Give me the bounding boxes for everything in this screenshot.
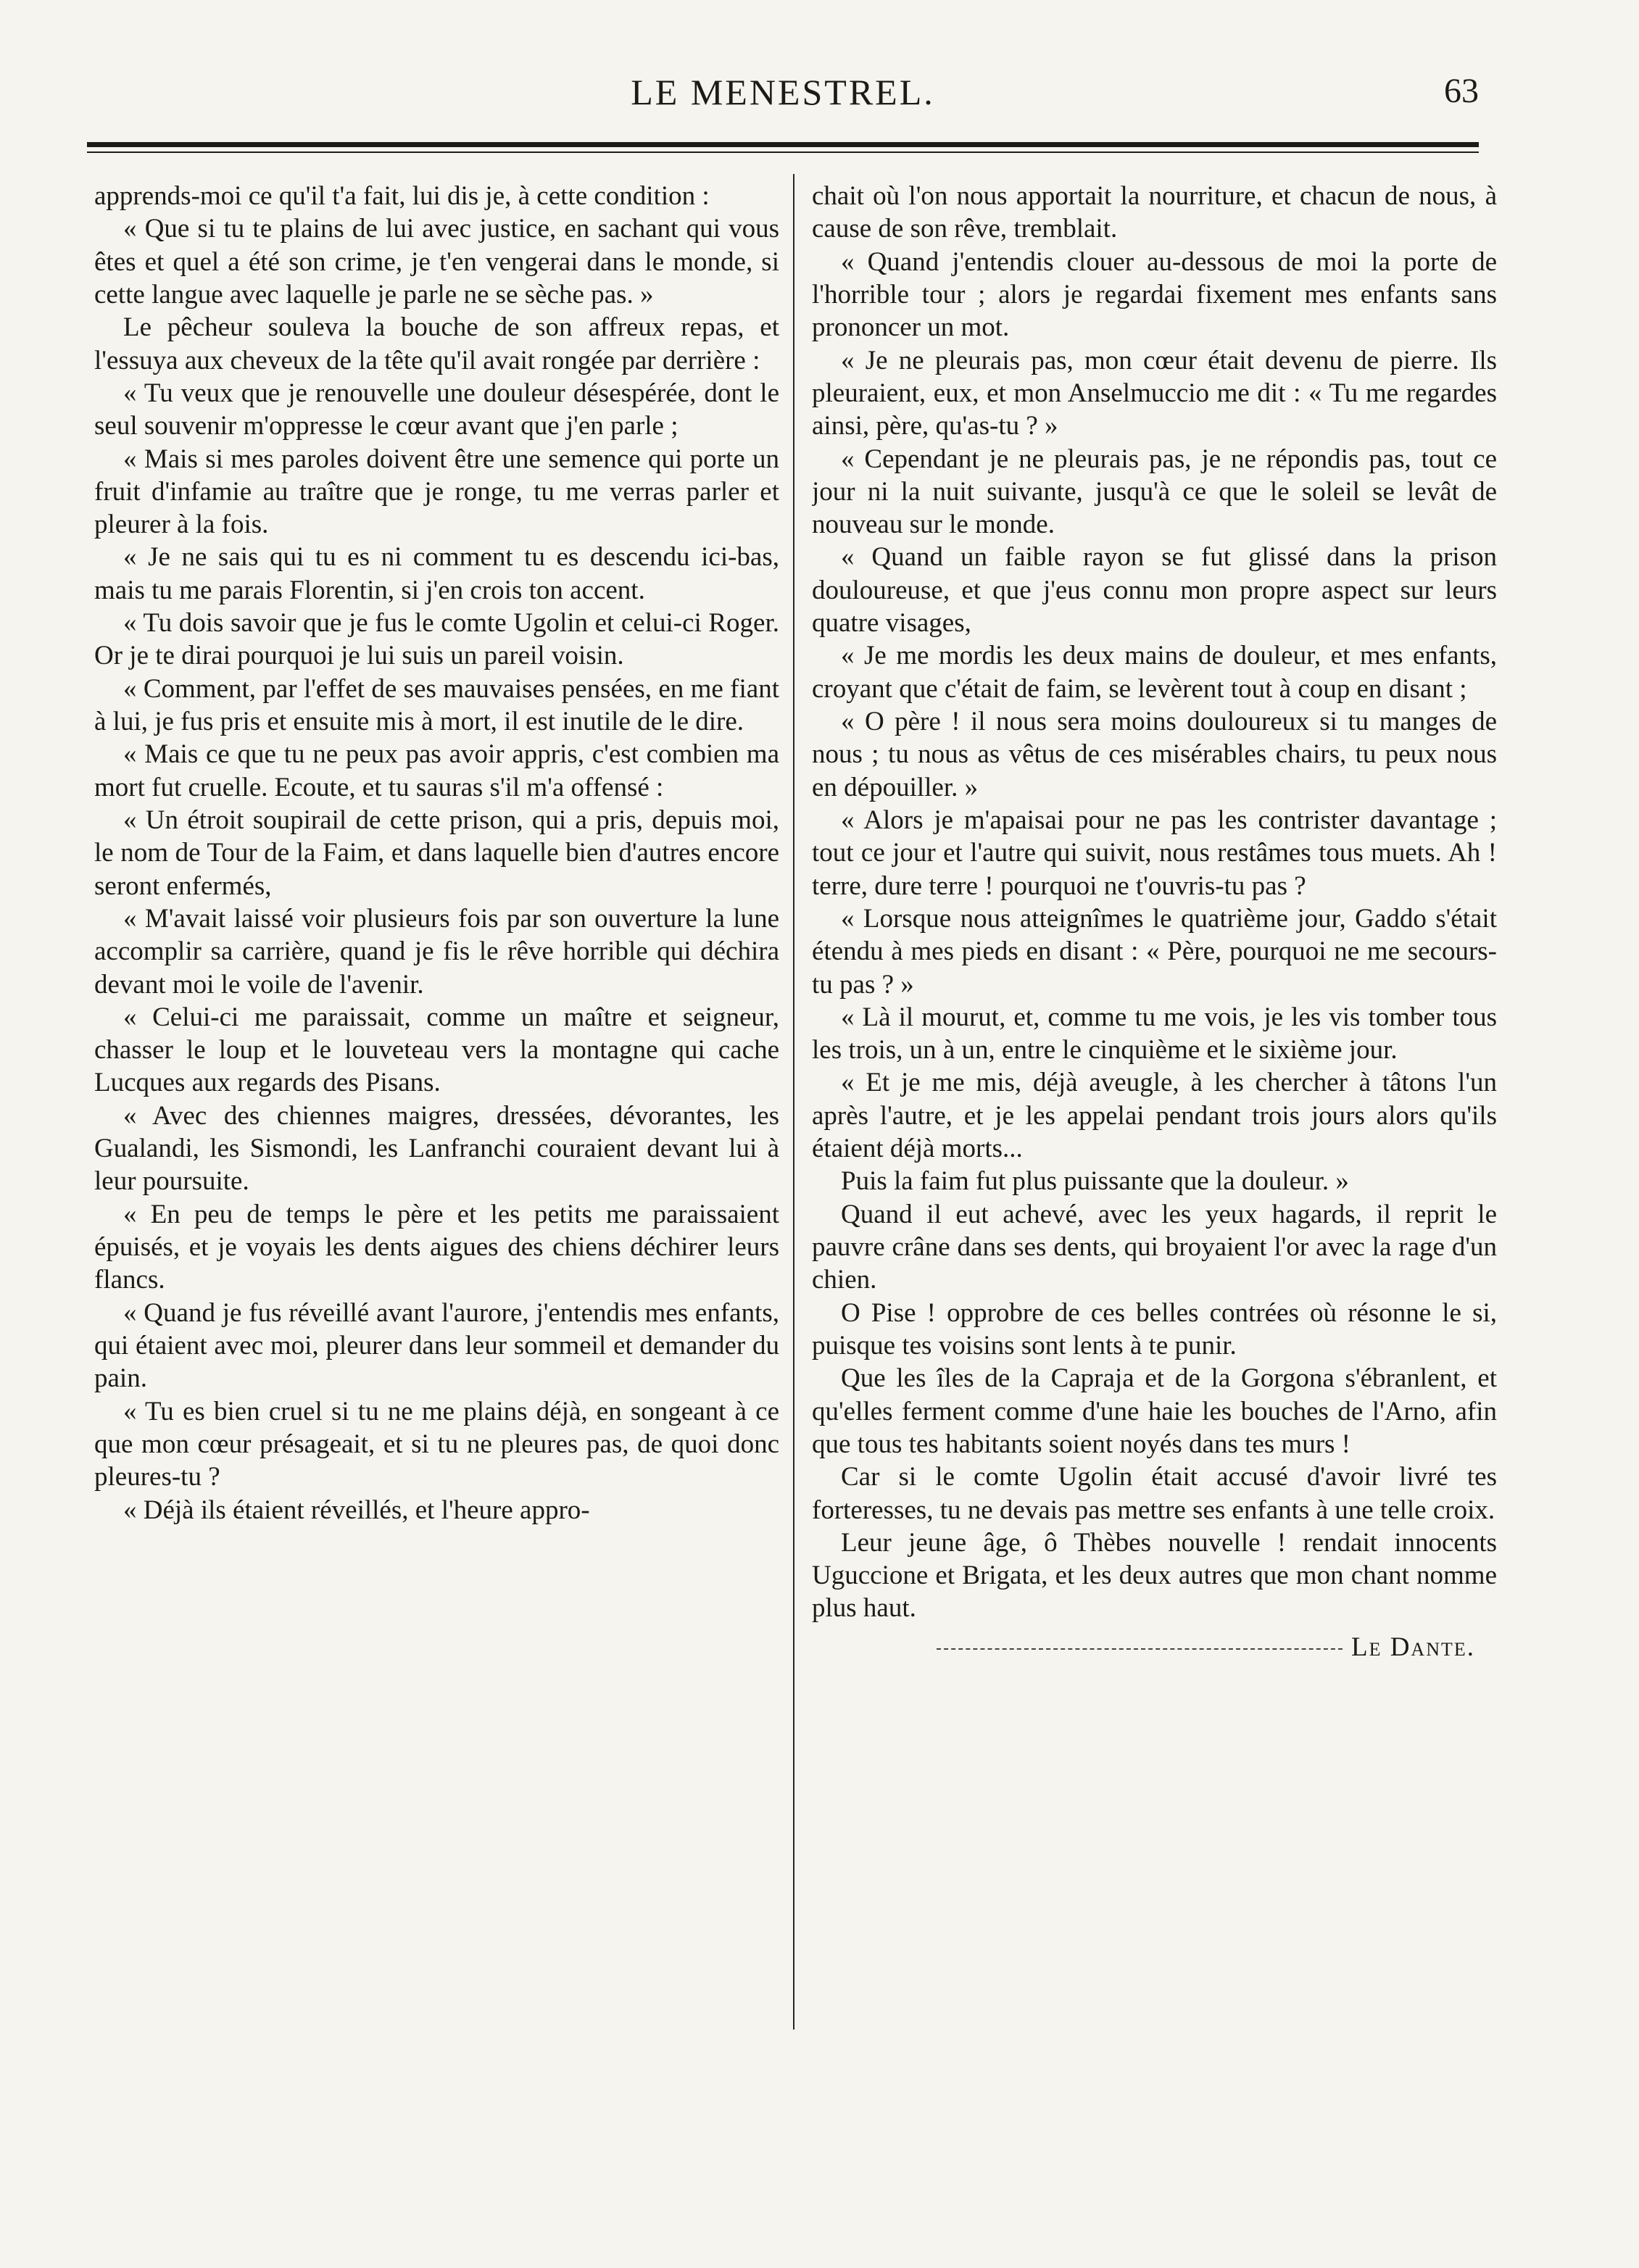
author-signature: Le Dante. [812,1631,1497,1663]
paragraph: Puis la faim fut plus puissante que la douleur. » [841,1166,1349,1197]
paragraph: « Et je me mis, déjà aveugle, à les chercher à tâtons l'un après l'autre, et je les appelai pendant trois jours alors qu'ils étaient déjà morts... [812,1068,1497,1164]
paragraph: « En peu de temps le père et les petits me paraissaient épuisés, et je voyais les dents aigues des chiens déchirer leurs flancs. [94,1199,779,1295]
paragraph: « Tu dois savoir que je fus le comte Ugolin et celui-ci Roger. Or je te dirai pourquoi je lui suis un pareil voisin. [94,608,779,671]
paragraph: « Quand je fus réveillé avant l'aurore, j'entendis mes enfants, qui étaient avec moi, pleurer dans leur sommeil et demander du pain. [94,1297,779,1394]
column-divider [793,174,794,2030]
paragraph: « Alors je m'apaisai pour ne pas les contrister davantage ; tout ce jour et l'autre qui suivit, nous restâmes tous muets. Ah ! terre, dure terre ! pourquoi ne t'ouvris-tu pas ? [812,805,1497,901]
paragraph: Leur jeune âge, ô Thèbes nouvelle ! rendait innocents Uguccione et Brigata, et les deux autres que mon chant nomme plus haut. [812,1527,1497,1624]
paragraph: « Là il mourut, et, comme tu me vois, je les vis tomber tous les trois, un à un, entre le cinquième et le sixième jour. [812,1002,1497,1066]
left-column [94,180,779,2180]
paragraph: « Tu es bien cruel si tu ne me plains déjà, en songeant à ce que mon cœur présageait, et si tu ne pleures pas, de quoi donc pleures-tu ? [94,1396,779,1492]
page-header [87,51,1479,130]
paragraph: « Tu veux que je renouvelle une douleur désespérée, dont le seul souvenir m'oppresse le cœur avant que j'en parle ; [94,378,779,441]
paragraph: « Un étroit soupirail de cette prison, qui a pris, depuis moi, le nom de Tour de la Faim, et dans laquelle bien d'autres encore seront enfermés, [94,805,779,901]
paragraph: « Mais si mes paroles doivent être une semence qui porte un fruit d'infamie au traître que je ronge, tu me verras parler et pleurer à la fois. [94,444,779,540]
paragraph: « Je me mordis les deux mains de douleur, et mes enfants, croyant que c'était de faim, se levèrent tout à coup en disant ; [812,641,1497,704]
paragraph: Le pêcheur souleva la bouche de son affreux repas, et l'essuya aux cheveux de la tête qu'il avait rongée par derrière : [94,312,779,375]
header-rule-thick [87,142,1479,147]
publication-title: LE MENESTREL. [631,72,935,112]
paragraph: Car si le comte Ugolin était accusé d'avoir livré tes forteresses, tu ne devais pas mettre ses enfants à une telle croix. [812,1462,1497,1525]
paragraph: « Comment, par l'effet de ses mauvaises pensées, en me fiant à lui, je fus pris et ensuite mis à mort, il est inutile de le dire. [94,673,779,736]
right-column [812,180,1497,2180]
paragraph: « Déjà ils étaient réveillés, et l'heure appro- [123,1495,590,1525]
paragraph: « Mais ce que tu ne peux pas avoir appris, c'est combien ma mort fut cruelle. Ecoute, et tu sauras s'il m'a offensé : [94,739,779,802]
paragraph: « Lorsque nous atteignîmes le quatrième jour, Gaddo s'était étendu à mes pieds en disant : « Père, pourquoi ne me secours-tu pas ? » [812,903,1497,1000]
page-number: 63 [1444,72,1479,110]
paragraph: « Quand j'entendis clouer au-dessous de moi la porte de l'horrible tour ; alors je regardai fixement mes enfants sans prononcer un mot. [812,246,1497,343]
paragraph: Que les îles de la Capraja et de la Gorgona s'ébranlent, et qu'elles ferment comme d'une haie les bouches de l'Arno, afin que tous tes habitants soient noyés dans tes murs ! [812,1363,1497,1459]
header-rule-thin [87,151,1479,153]
paragraph: « Cependant je ne pleurais pas, je ne répondis pas, tout ce jour ni la nuit suivante, jusqu'à ce que le soleil se levât de nouveau sur le monde. [812,444,1497,540]
paragraph: « Avec des chiennes maigres, dressées, dévorantes, les Gualandi, les Sismondi, les Lanfranchi couraient devant lui à leur poursuite. [94,1100,779,1197]
paragraph: « Je ne sais qui tu es ni comment tu es descendu ici-bas, mais tu me parais Florentin, si j'en crois ton accent. [94,542,779,605]
paragraph: « Je ne pleurais pas, mon cœur était devenu de pierre. Ils pleuraient, eux, et mon Anselmuccio me dit : « Tu me regardes ainsi, père, qu'as-tu ? » [812,345,1497,441]
paragraph: « M'avait laissé voir plusieurs fois par son ouverture la lune accomplir sa carrière, quand je fis le rêve horrible qui déchira devant moi le voile de l'avenir. [94,903,779,1000]
right-column-paragraphs [812,180,1497,1625]
paragraph: Quand il eut achevé, avec les yeux hagards, il reprit le pauvre crâne dans ses dents, qui broyaient l'or avec la rage d'un chien. [812,1199,1497,1295]
paragraph: « O père ! il nous sera moins douloureux si tu manges de nous ; tu nous as vêtus de ces misérables chairs, tu peux nous en dépouiller. » [812,707,1497,802]
paragraph: apprends-moi ce qu'il t'a fait, lui dis je, à cette condition : [94,181,710,211]
paragraph: « Celui-ci me paraissait, comme un maître et seigneur, chasser le loup et le louveteau vers la montagne qui cache Lucques aux regards des Pisans. [94,1002,779,1098]
paragraph: chait où l'on nous apportait la nourriture, et chacun de nous, à cause de son rêve, tremblait. [812,181,1497,244]
paragraph: « Que si tu te plains de lui avec justice, en sachant qui vous êtes et quel a été son crime, je t'en vengerai dans le monde, si cette langue avec laquelle je parle ne se sèche pas. » [94,214,779,310]
paragraph: « Quand un faible rayon se fut glissé dans la prison douloureuse, et que j'eus connu mon propre aspect sur leurs quatre visages, [812,542,1497,639]
paragraph: O Pise ! opprobre de ces belles contrées où résonne le si, puisque tes voisins sont lents à te punir. [812,1297,1497,1361]
